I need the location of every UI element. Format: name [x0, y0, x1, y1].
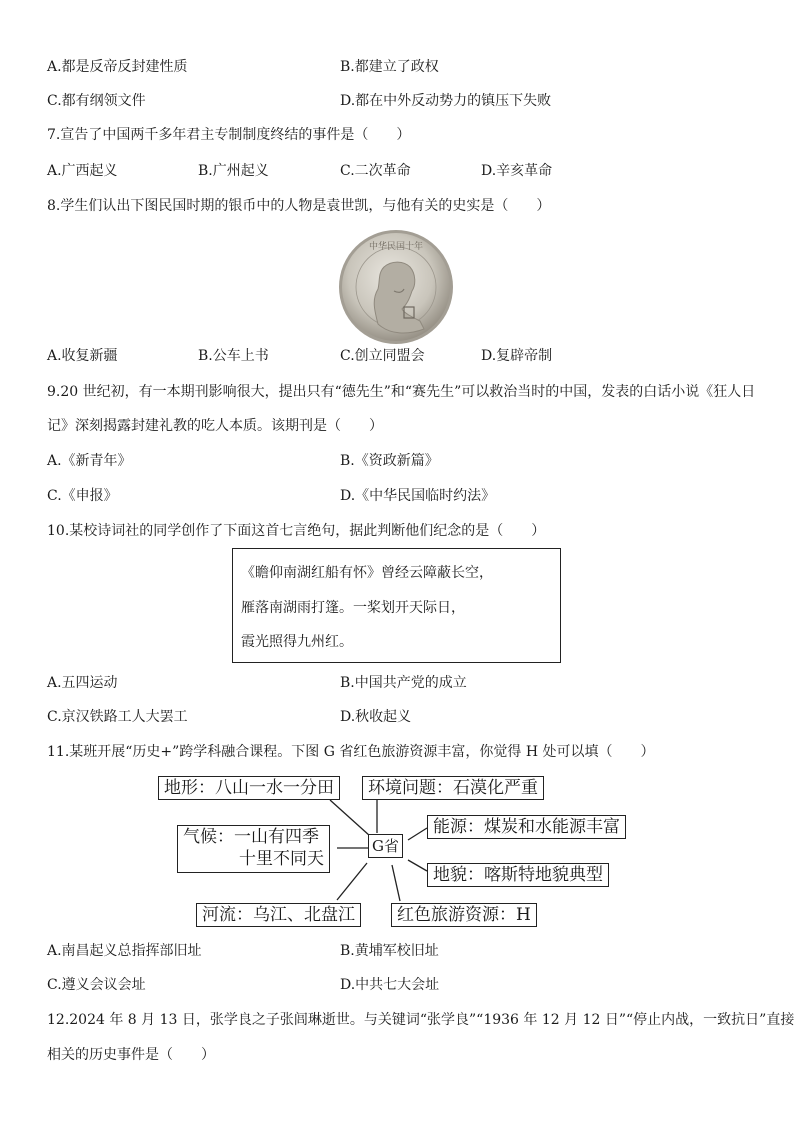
q9-stem-line1: 9.20 世纪初，有一本期刊影响很大，提出只有“德先生”和“赛先生”可以救治当时的中国，发表的白话小说《狂人日 [47, 384, 756, 400]
q10-option-c: C.京汉铁路工人大罢工 [47, 709, 188, 725]
q10-stem: 10.某校诗词社的同学创作了下面这首七言绝句，据此判断他们纪念的是（ ） [47, 523, 546, 539]
q9-option-a: A.《新青年》 [47, 453, 132, 469]
q11-stem: 11.某班开展“历史+”跨学科融合课程。下图 G 省红色旅游资源丰富，你觉得 H 处可以填（ ） [47, 744, 655, 760]
poem-line-3: 霞光照得九州红。 [241, 634, 353, 650]
q12-stem-line1: 12.2024 年 8 月 13 日，张学良之子张闾琳逝世。与关键词“张学良”“1936 年 12 月 12 日”“停止内战，一致抗日”直接 [47, 1012, 794, 1028]
province-diagram [155, 770, 645, 932]
silver-coin-image [338, 229, 454, 345]
climate-line-2: 十里不同天 [239, 849, 324, 869]
climate-box [177, 825, 330, 873]
q10-option-b: B.中国共产党的成立 [340, 675, 467, 691]
landform-box: 地貌：喀斯特地貌典型 [427, 863, 609, 887]
q8-option-b: B.公车上书 [198, 348, 269, 364]
q11-option-d: D.中共七大会址 [340, 977, 440, 993]
poem-line-1: 《瞻仰南湖红船有怀》曾经云障蔽长空， [241, 565, 493, 581]
q7-option-c: C.二次革命 [340, 163, 411, 179]
climate-line-1: 气候：一山有四季 [183, 827, 319, 847]
center-province-box: G省 [368, 834, 403, 858]
q12-stem-line2: 相关的历史事件是（ ） [47, 1047, 215, 1063]
rivers-box: 河流：乌江、北盘江 [196, 903, 361, 927]
q6-option-d: D.都在中外反动势力的镇压下失败 [340, 93, 552, 109]
q7-stem: 7.宣告了中国两千多年君主专制制度终结的事件是（ ） [47, 127, 411, 143]
q8-option-c: C.创立同盟会 [340, 348, 425, 364]
q8-stem: 8.学生们认出下图民国时期的银币中的人物是袁世凯，与他有关的史实是（ ） [47, 198, 551, 214]
q9-stem-line2: 记》深刻揭露封建礼教的吃人本质。该期刊是（ ） [47, 418, 383, 434]
poem-line-2: 雁落南湖雨打篷。一桨划开天际日， [241, 600, 465, 616]
q10-option-d: D.秋收起义 [340, 709, 412, 725]
q6-option-b: B.都建立了政权 [340, 59, 439, 75]
q8-option-a: A.收复新疆 [47, 348, 118, 364]
terrain-box: 地形：八山一水一分田 [158, 776, 340, 800]
poem-box [232, 548, 561, 663]
q11-option-b: B.黄埔军校旧址 [340, 943, 439, 959]
q11-option-a: A.南昌起义总指挥部旧址 [47, 943, 202, 959]
environment-box: 环境问题：石漠化严重 [362, 776, 544, 800]
coin-inscription: 中华民国十年 [368, 242, 424, 252]
q6-option-c: C.都有纲领文件 [47, 93, 146, 109]
q7-option-b: B.广州起义 [198, 163, 269, 179]
q10-option-a: A.五四运动 [47, 675, 118, 691]
q9-option-c: C.《申报》 [47, 488, 118, 504]
energy-box: 能源：煤炭和水能源丰富 [427, 815, 626, 839]
q7-option-d: D.辛亥革命 [481, 163, 553, 179]
q11-option-c: C.遵义会议会址 [47, 977, 146, 993]
q6-option-a: A.都是反帝反封建性质 [47, 59, 188, 75]
q7-option-a: A.广西起义 [47, 163, 118, 179]
q9-option-b: B.《资政新篇》 [340, 453, 439, 469]
q8-option-d: D.复辟帝制 [481, 348, 553, 364]
q9-option-d: D.《中华民国临时约法》 [340, 488, 496, 504]
red-tourism-box: 红色旅游资源：H [391, 903, 537, 927]
